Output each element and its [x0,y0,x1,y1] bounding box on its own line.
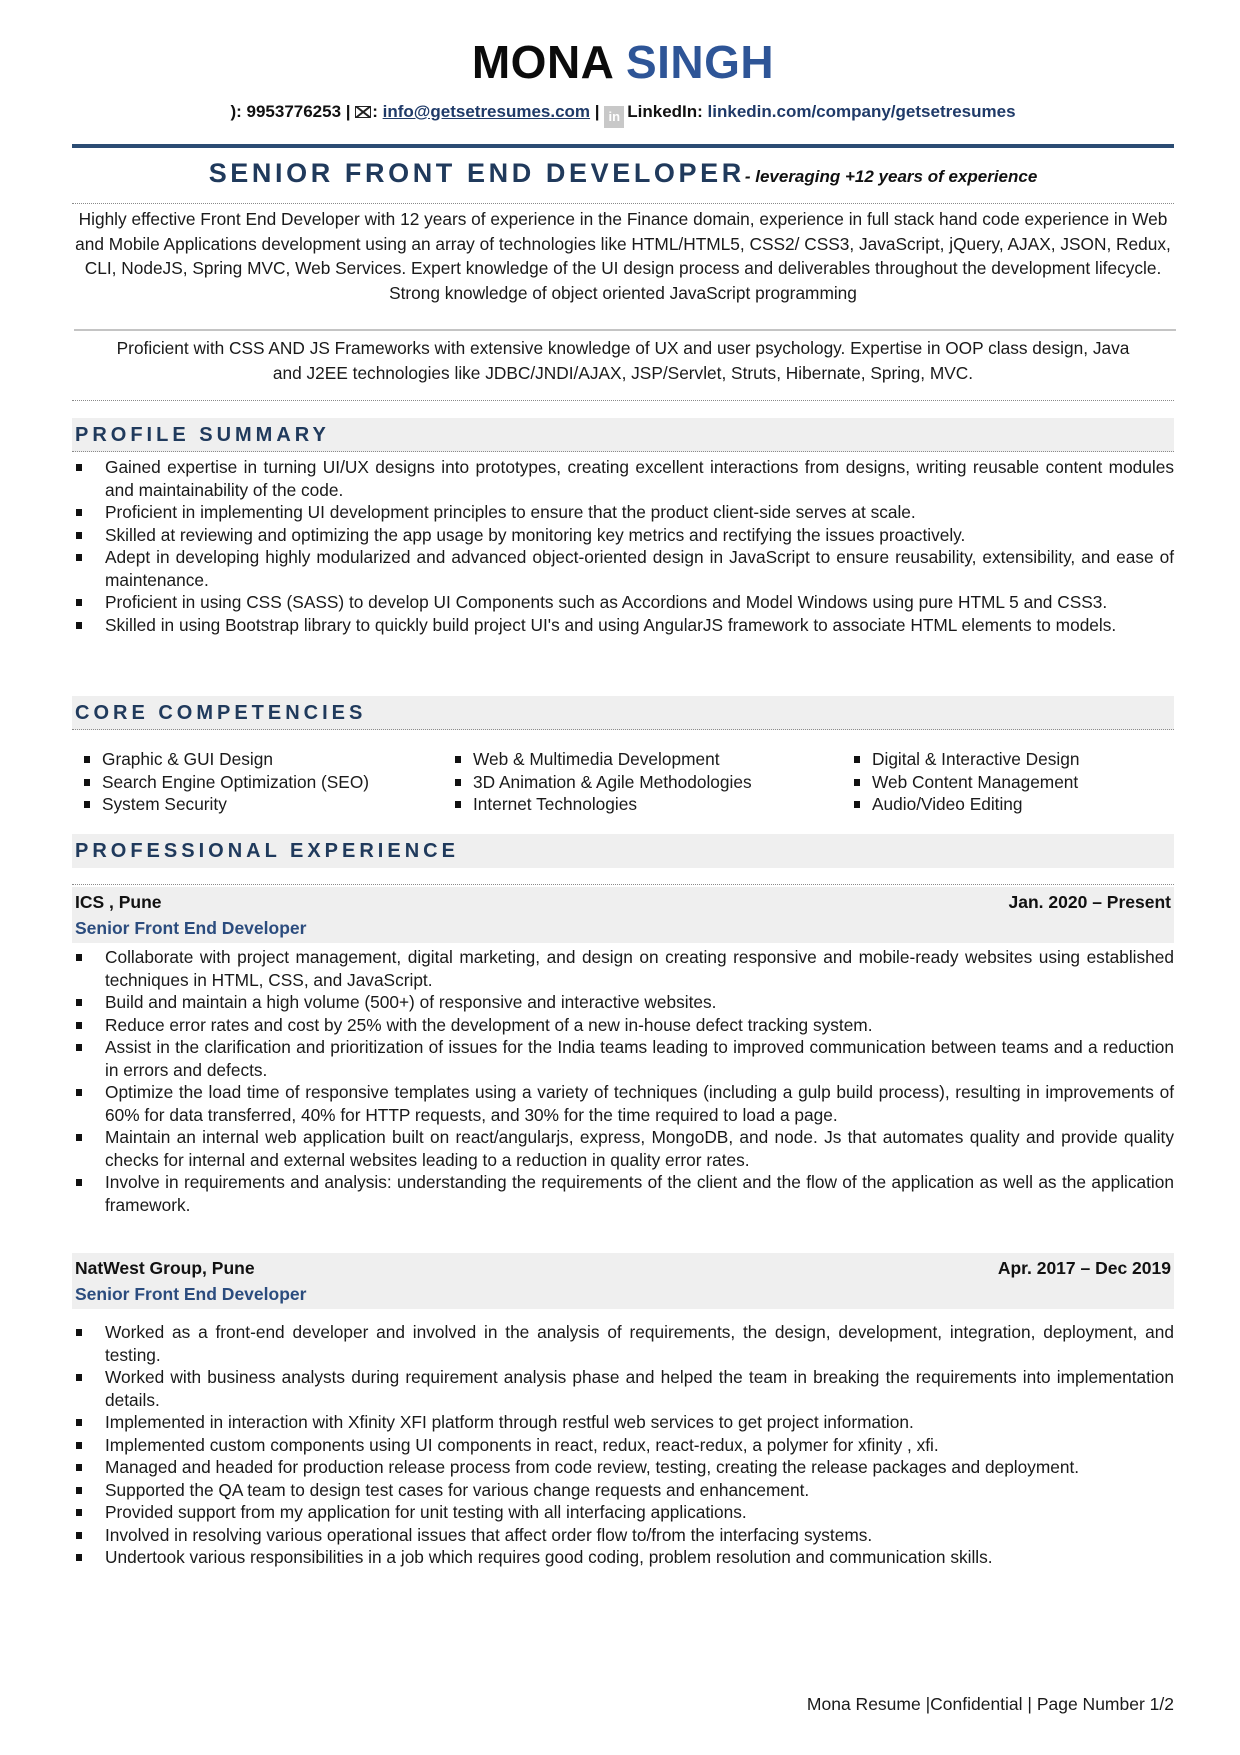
list-item: Maintain an internal web application built on react/angularjs, express, MongoDB, and node. Js that automates quality and provide quality checks for internal and external websites leading to a reduction in quality error rates. [72,1126,1174,1171]
job-2-responsibilities [72,1321,1174,1569]
list-item: Optimize the load time of responsive templates using a variety of techniques (including a gulp build process), resulting in improvements of 60% for data transferred, 40% for HTTP requests, and 30% for the time required to load a page. [72,1081,1174,1126]
job-header-ics [72,887,1174,943]
list-item: Worked with business analysts during requirement analysis phase and helped the team in breaking the requirements into implementation details. [72,1366,1174,1411]
last-name: SINGH [625,36,775,88]
competency-item: Audio/Video Editing [842,793,1079,816]
list-item: Adept in developing highly modularized and advanced object-oriented design in JavaScript to ensure reusability, extensibility, and ease of maintenance. [72,546,1174,591]
list-item: Gained expertise in turning UI/UX designs into prototypes, creating excellent interactions from designs, writing reusable content modules and maintainability of the code. [72,456,1174,501]
job-dates: Jan. 2020 – Present [1008,892,1171,912]
competency-item: Digital & Interactive Design [842,748,1079,771]
competency-item: 3D Animation & Agile Methodologies [443,771,752,794]
bullet-icon [76,999,82,1006]
list-item: Supported the QA team to design test cases for various change requests and enhancement. [72,1479,1174,1502]
job-header-natwest [72,1253,1174,1309]
competencies-column-2 [443,748,752,816]
email-link[interactable]: info@getsetresumes.com [382,102,591,121]
bullet-icon [76,1044,82,1051]
competency-item: Search Engine Optimization (SEO) [72,771,369,794]
bullet-icon [76,599,82,606]
bullet-icon [76,1419,82,1426]
separator: | [590,102,605,121]
contact-line [72,100,1174,128]
candidate-name [72,34,1174,90]
competency-item: Web Content Management [842,771,1079,794]
list-item: Collaborate with project management, digital marketing, and design on creating responsive and mobile-ready websites using established techniques in HTML, CSS, and JavaScript. [72,946,1174,991]
list-item: Reduce error rates and cost by 25% with the development of a new in-house defect tracking system. [72,1014,1174,1037]
bullet-icon [76,1554,82,1561]
bullet-icon [84,801,90,808]
bullet-icon [76,1179,82,1186]
list-item: Involved in resolving various operational issues that affect order flow to/from the interfacing systems. [72,1524,1174,1547]
list-item: Proficient in using CSS (SASS) to develop UI Components such as Accordions and Model Windows using pure HTML 5 and CSS3. [72,591,1174,614]
profile-summary-list [72,456,1174,636]
bullet-icon [76,1374,82,1381]
bullet-icon [455,801,461,808]
bullet-icon [76,1532,82,1539]
bullet-icon [84,756,90,763]
list-item: Managed and headed for production release process from code review, testing, creating the release packages and deployment. [72,1456,1174,1479]
headline-tagline: - leveraging +12 years of experience [744,167,1038,186]
page-footer: Mona Resume |Confidential | Page Number 1/2 [806,1694,1174,1714]
intro-paragraph-2: Proficient with CSS AND JS Frameworks with extensive knowledge of UX and user psychology. Expertise in OOP class design, Java and J2EE technologies like JDBC/JNDI/AJAX, JSP/Servlet, Struts, Hibernate, Spring, MVC. [116,338,1130,383]
list-item: Implemented custom components using UI components in react, redux, react-redux, a polymer for xfinity , xfi. [72,1434,1174,1457]
bullet-icon [76,532,82,539]
competencies-column-1 [72,748,369,816]
linkedin-icon: in [604,106,624,128]
list-item: Provided support from my application for unit testing with all interfacing applications. [72,1501,1174,1524]
company-name: ICS , Pune [75,892,162,912]
competency-item: System Security [72,793,369,816]
list-item: Worked as a front-end developer and involved in the analysis of requirements, the design, development, integration, deployment, and testing. [72,1321,1174,1366]
bullet-icon [455,779,461,786]
bullet-icon [76,1134,82,1141]
competency-item: Graphic & GUI Design [72,748,369,771]
list-item: Proficient in implementing UI development principles to ensure that the product client-side serves at scale. [72,501,1174,524]
bullet-icon [76,1022,82,1029]
list-item: Assist in the clarification and prioritization of issues for the India teams leading to improved communication between teams and a reduction in errors and defects. [72,1036,1174,1081]
dotted-divider [72,884,1174,885]
bullet-icon [854,756,860,763]
bullet-icon [76,1509,82,1516]
bullet-icon [76,1329,82,1336]
list-item: Involve in requirements and analysis: understanding the requirements of the client and the flow of the application as well as the application framework. [72,1171,1174,1216]
mail-icon [355,106,371,118]
job-role: Senior Front End Developer [75,1284,307,1304]
bullet-icon [76,554,82,561]
bullet-icon [76,1464,82,1471]
list-item: Skilled in using Bootstrap library to quickly build project UI's and using AngularJS framework to associate HTML elements to models. [72,614,1174,637]
bullet-icon [76,464,82,471]
list-item: Build and maintain a high volume (500+) of responsive and interactive websites. [72,991,1174,1014]
dotted-divider [72,203,1174,204]
competency-item: Web & Multimedia Development [443,748,752,771]
linkedin-label: LinkedIn: [627,102,708,121]
headline [72,157,1174,194]
separator: | [341,102,356,121]
job-dates: Apr. 2017 – Dec 2019 [997,1258,1171,1278]
phone-icon: ): [230,102,247,121]
job-title: SENIOR FRONT END DEVELOPER [208,158,745,188]
bullet-icon [76,1442,82,1449]
intro-divider [74,329,1176,331]
competency-item: Internet Technologies [443,793,752,816]
competencies-grid [72,748,1174,820]
phone-number: 9953776253 [246,102,342,121]
bullet-icon [76,954,82,961]
bullet-icon [76,622,82,629]
bullet-icon [84,779,90,786]
bullet-icon [76,1487,82,1494]
bullet-icon [76,1089,82,1096]
email-prefix: : [372,102,383,121]
bullet-icon [455,756,461,763]
bullet-icon [854,779,860,786]
company-name: NatWest Group, Pune [75,1258,255,1278]
list-item: Undertook various responsibilities in a job which requires good coding, problem resolution and communication skills. [72,1546,1174,1569]
dotted-divider [72,400,1174,401]
list-item: Skilled at reviewing and optimizing the app usage by monitoring key metrics and rectifying the issues proactively. [72,524,1174,547]
bullet-icon [854,801,860,808]
header-divider [72,144,1174,148]
bullet-icon [76,509,82,516]
section-heading-professional-experience: PROFESSIONAL EXPERIENCE [72,834,1174,868]
intro-paragraph-1: Highly effective Front End Developer with 12 years of experience in the Finance domain, experience in full stack hand code experience in Web and Mobile Applications development using an array of technologies like HTML/HTML5, CSS2/ CSS3, JavaScript, jQuery, AJAX, JSON, Redux, CLI, NodeJS, Spring MVC, Web Services. Expert knowledge of the UI design process and deliverables throughout the development lifecycle. Strong knowledge of object oriented JavaScript programming [75,209,1171,303]
competencies-column-3 [842,748,1079,816]
job-1-responsibilities [72,946,1174,1216]
job-role: Senior Front End Developer [75,918,307,938]
list-item: Implemented in interaction with Xfinity XFI platform through restful web services to get project information. [72,1411,1174,1434]
linkedin-link[interactable]: linkedin.com/company/getsetresumes [707,102,1016,121]
section-heading-core-competencies: CORE COMPETENCIES [72,696,1174,730]
first-name: MONA [471,36,613,88]
section-heading-profile-summary: PROFILE SUMMARY [72,418,1174,452]
